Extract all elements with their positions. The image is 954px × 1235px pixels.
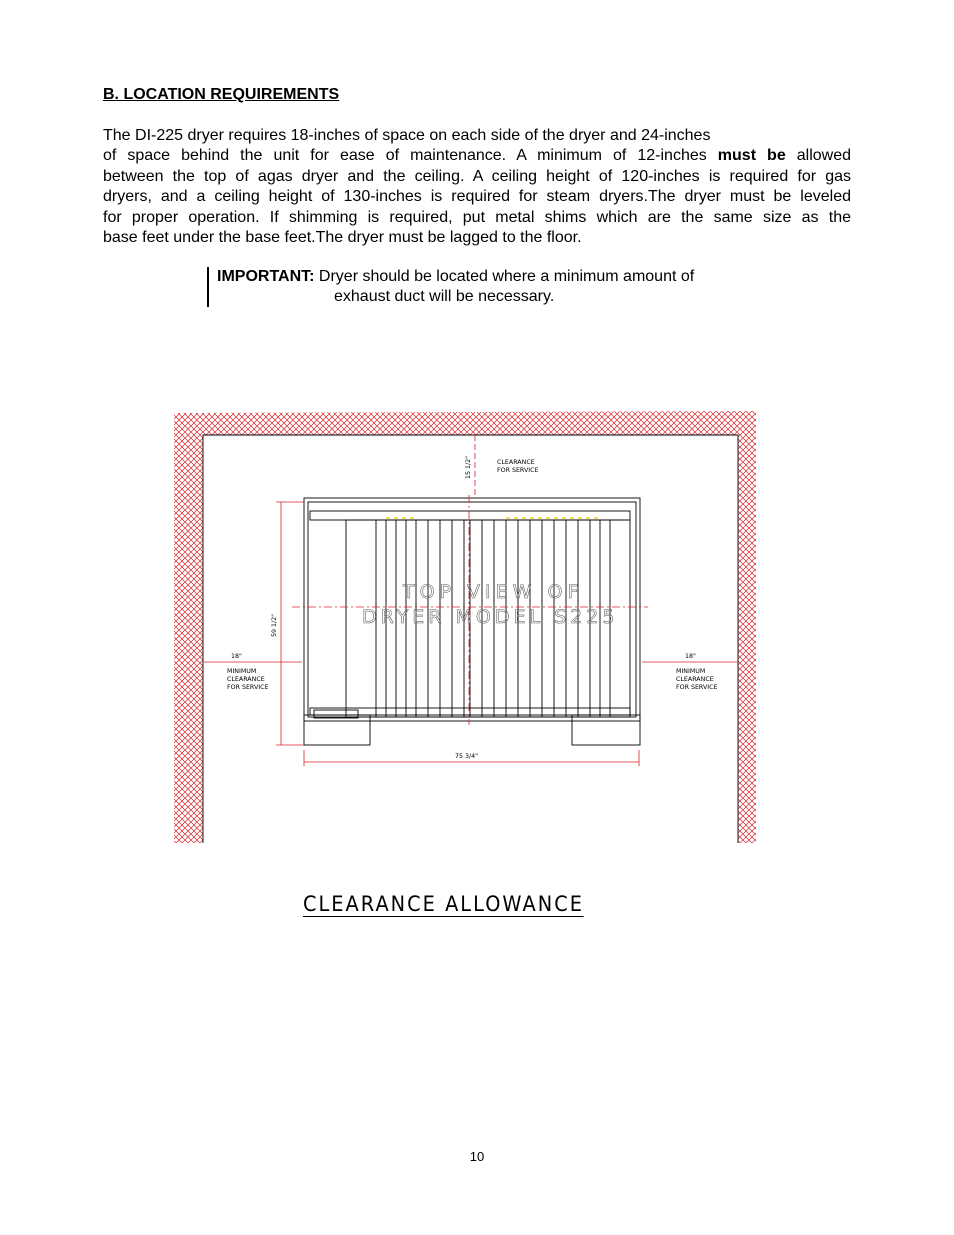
location-paragraph (103, 126, 851, 248)
important-line-1: Dryer should be located where a minimum amount of (314, 268, 695, 285)
paragraph-line-2-text: of space behind the unit for ease of maintenance. A minimum of 12-inches (103, 147, 718, 165)
right-clearance-line-3: FOR SERVICE (676, 684, 718, 691)
left-clearance-line-3: FOR SERVICE (227, 684, 269, 691)
important-line-2: exhaust duct will be necessary. (334, 288, 555, 306)
dryer-title-line-2: DRYER MODEL S225 (362, 606, 619, 628)
paragraph-line-4: dryers, and a ceiling height of 130-inches is required for steam dryers.The dryer must be leveled (103, 188, 851, 206)
width-dimension-label: 75 3/4" (455, 753, 479, 760)
paragraph-line-3: between the top of agas dryer and the ceiling. A ceiling height of 120-inches is required for gas (103, 167, 851, 185)
left-clearance-line-2: CLEARANCE (227, 676, 265, 683)
important-note (207, 267, 694, 307)
right-dimension-label: 18" (685, 653, 696, 660)
paragraph-line-1: The DI-225 dryer requires 18-inches of space on each side of the dryer and 24-inches (103, 127, 711, 144)
right-clearance-line-1: MINIMUM (676, 668, 706, 675)
right-clearance-line-2: CLEARANCE (676, 676, 714, 683)
top-clearance-line-1: CLEARANCE (497, 459, 535, 466)
paragraph-line-6: base feet under the base feet.The dryer must be lagged to the floor. (103, 229, 582, 247)
wall-outline (203, 435, 738, 843)
paragraph-line-2 (103, 146, 851, 166)
page-number: 10 (469, 1149, 485, 1164)
must-be-emphasis: must be (717, 147, 786, 165)
top-clearance-line-2: FOR SERVICE (497, 467, 539, 474)
section-heading: B. LOCATION REQUIREMENTS (103, 86, 340, 103)
dryer-title-line-1: TOP VIEW OF (403, 581, 584, 603)
left-dimension-label: 18" (231, 653, 242, 660)
clearance-diagram (170, 405, 770, 845)
diagram-caption: CLEARANCE ALLOWANCE (303, 892, 584, 916)
left-clearance-line-1: MINIMUM (227, 668, 257, 675)
important-label: IMPORTANT: (217, 268, 315, 285)
top-dimension-label: 15 1/2" (465, 455, 472, 479)
paragraph-line-5: for proper operation. If shimming is required, put metal shims which are the same size as the (103, 208, 851, 226)
paragraph-line-2-tail: allowed (785, 147, 852, 165)
depth-dimension-label: 59 1/2" (271, 613, 278, 637)
